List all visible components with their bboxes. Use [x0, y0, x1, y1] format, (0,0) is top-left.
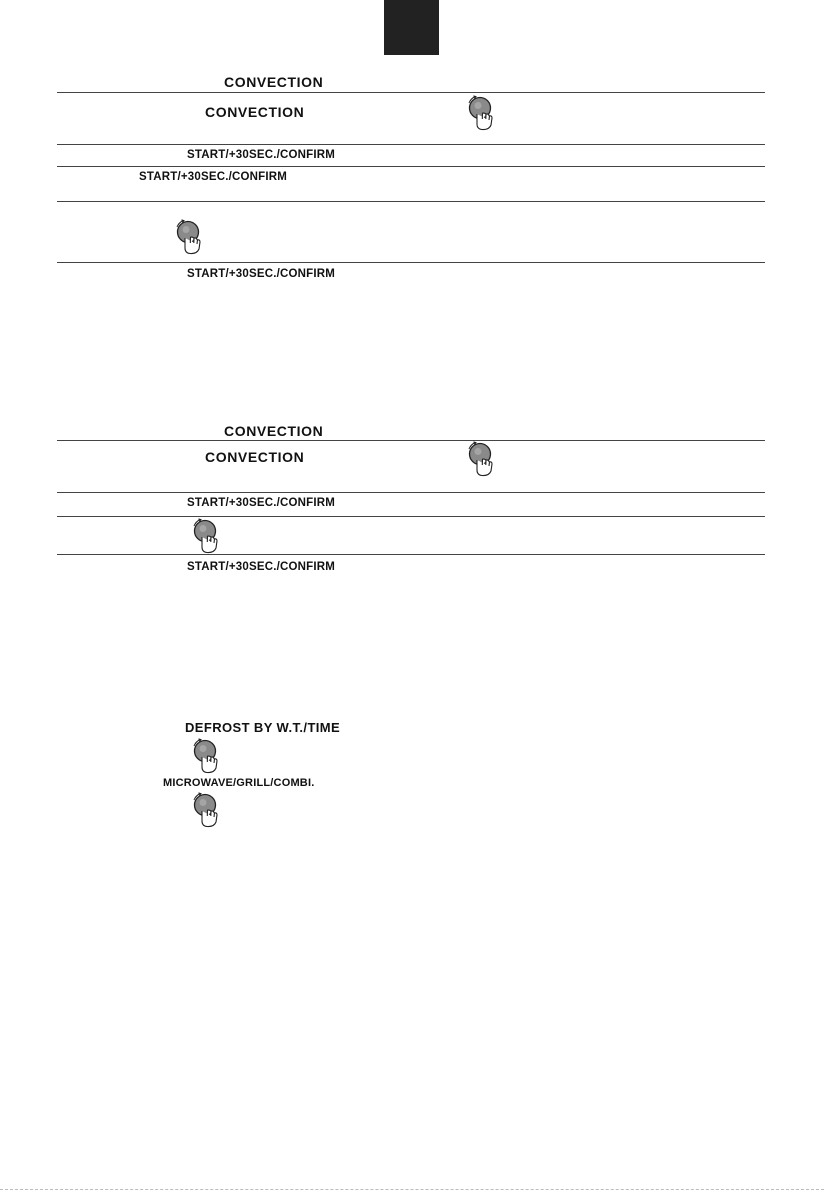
page-tab [384, 0, 439, 55]
divider [57, 201, 765, 202]
start-confirm-label: START/+30SEC./CONFIRM [187, 561, 336, 573]
dial-knob-hand-icon [464, 440, 500, 478]
dial-knob-hand-icon [189, 791, 225, 829]
start-confirm-label: START/+30SEC./CONFIRM [187, 497, 336, 509]
page-edge-divider [0, 1189, 824, 1190]
dial-knob-hand-icon [172, 218, 208, 256]
divider [57, 516, 765, 517]
start-confirm-label: START/+30SEC./CONFIRM [139, 171, 288, 183]
convection-label: CONVECTION [205, 449, 305, 465]
divider [57, 144, 765, 145]
dial-knob-hand-icon [189, 517, 225, 555]
convection-label: CONVECTION [224, 423, 324, 439]
divider [57, 492, 765, 493]
divider [57, 166, 765, 167]
start-confirm-label: START/+30SEC./CONFIRM [187, 268, 336, 280]
dial-knob-hand-icon [189, 737, 225, 775]
microwave-grill-combi-label: MICROWAVE/GRILL/COMBI. [163, 777, 315, 789]
divider [57, 440, 765, 441]
divider [57, 262, 765, 263]
divider [57, 92, 765, 93]
defrost-label: DEFROST BY W.T./TIME [185, 720, 341, 735]
convection-label: CONVECTION [224, 74, 324, 90]
convection-label: CONVECTION [205, 104, 305, 120]
start-confirm-label: START/+30SEC./CONFIRM [187, 149, 336, 161]
dial-knob-hand-icon [464, 94, 500, 132]
divider [57, 554, 765, 555]
